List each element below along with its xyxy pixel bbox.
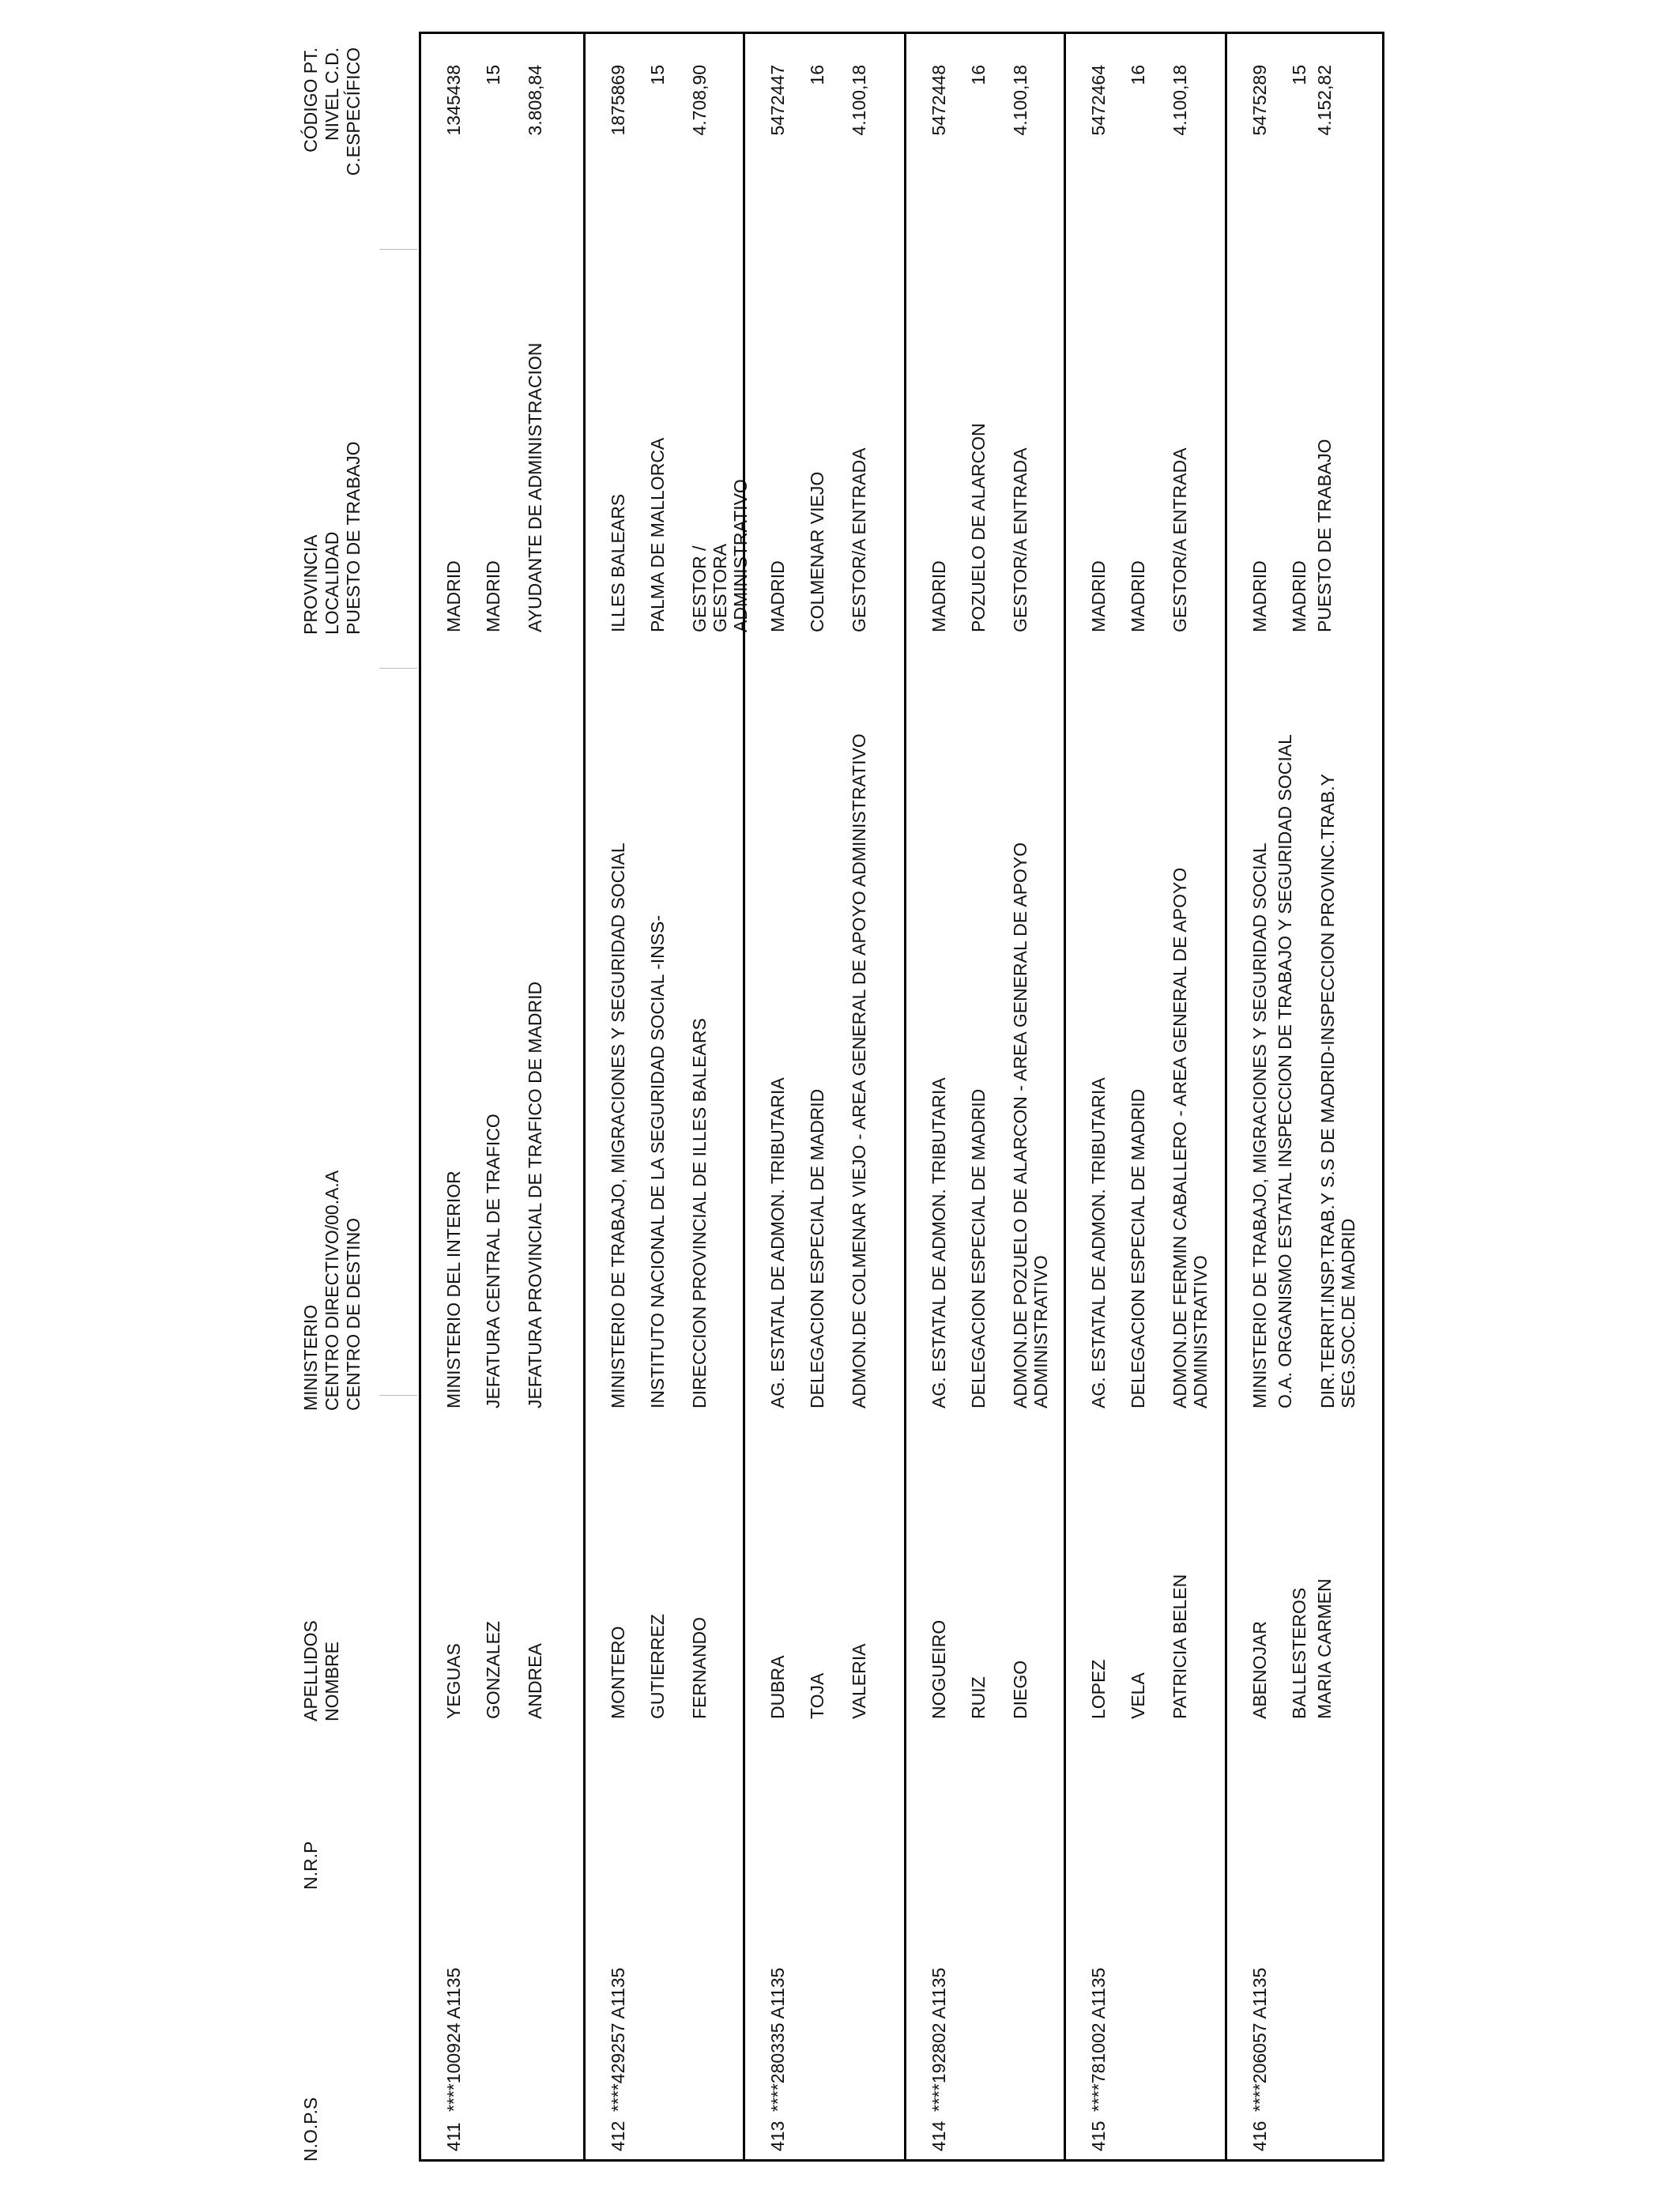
nrp-cell: ****206057 A1135: [1249, 1967, 1270, 2112]
apellido2-cell: TOJA: [807, 1672, 827, 1719]
puesto-cell: GESTOR/A ENTRADA: [1170, 447, 1190, 632]
centro-destino-cell: ADMON.DE POZUELO DE ALARCON - AREA GENERAL DE APOYO ADMINISTRATIVO: [1010, 842, 1051, 1408]
nombre-cell: VALERIA: [849, 1643, 869, 1719]
apellido1-cell: LOPEZ: [1088, 1659, 1109, 1719]
ministerio-cell: AG. ESTATAL DE ADMON. TRIBUTARIA: [767, 1077, 788, 1408]
nivel-cell: 15: [647, 65, 668, 85]
header-divider: [379, 668, 417, 669]
header-nombre: NOMBRE: [322, 1642, 342, 1721]
ministerio-cell: AG. ESTATAL DE ADMON. TRIBUTARIA: [1088, 1077, 1109, 1408]
table-row: [1064, 34, 1225, 2159]
nops-cell: 415: [1088, 2120, 1109, 2151]
nombre-cell: PATRICIA BELEN: [1170, 1574, 1190, 1719]
apellido1-cell: YEGUAS: [443, 1643, 464, 1719]
header-provincia: PROVINCIA: [300, 534, 321, 635]
localidad-cell: MADRID: [1128, 560, 1148, 632]
apellido2-cell: RUIZ: [968, 1676, 989, 1719]
header-centro-directivo: CENTRO DIRECTIVO/00.A.A: [322, 1170, 342, 1411]
centro-destino-cell: ADMON.DE FERMIN CABALLERO - AREA GENERAL DE APOYO ADMINISTRATIVO: [1170, 867, 1211, 1408]
ministerio-cell: MINISTERIO DE TRABAJO, MIGRACIONES Y SEGURIDAD SOCIAL: [608, 843, 628, 1408]
especifico-cell: 4.100,18: [1010, 65, 1030, 136]
centro-directivo-cell: INSTITUTO NACIONAL DE LA SEGURIDAD SOCIAL -INSS-: [647, 914, 668, 1408]
header-nivel: NIVEL C.D.: [322, 47, 342, 141]
nrp-cell: ****100924 A1135: [443, 1967, 464, 2112]
header-ministerio: MINISTERIO: [300, 1304, 321, 1411]
nrp-cell: ****429257 A1135: [608, 1967, 628, 2112]
table-row: [904, 34, 1064, 2159]
centro-directivo-cell: DELEGACION ESPECIAL DE MADRID: [968, 1088, 989, 1408]
header-puesto: PUESTO DE TRABAJO: [343, 441, 363, 635]
codigo-cell: 5475289: [1249, 65, 1270, 136]
localidad-cell: MADRID: [1289, 560, 1309, 632]
nombre-cell: FERNANDO: [689, 1616, 710, 1719]
nivel-cell: 16: [968, 65, 989, 85]
localidad-cell: COLMENAR VIEJO: [807, 471, 827, 632]
localidad-cell: POZUELO DE ALARCON: [968, 423, 989, 632]
apellido2-cell: BALLESTEROS: [1289, 1587, 1309, 1719]
codigo-cell: 1875869: [608, 65, 628, 136]
provincia-cell: MADRID: [443, 560, 464, 632]
especifico-cell: 4.708,90: [689, 65, 710, 136]
centro-destino-cell: DIRECCION PROVINCIAL DE ILLES BALEARS: [689, 1018, 710, 1408]
provincia-cell: MADRID: [1088, 560, 1109, 632]
puesto-cell: GESTOR/A ENTRADA: [1010, 447, 1030, 632]
puesto-cell: PUESTO DE TRABAJO: [1314, 439, 1335, 632]
provincia-cell: MADRID: [1249, 560, 1270, 632]
nops-cell: 414: [929, 2120, 949, 2151]
codigo-cell: 5472448: [929, 65, 949, 136]
centro-destino-cell: ADMON.DE COLMENAR VIEJO - AREA GENERAL DE APOYO ADMINISTRATIVO: [849, 733, 869, 1408]
nrp-cell: ****280335 A1135: [767, 1967, 788, 2112]
header-apellidos: APELLIDOS: [300, 1620, 321, 1721]
codigo-cell: 5472464: [1088, 65, 1109, 136]
nrp-cell: ****192802 A1135: [929, 1967, 949, 2112]
puesto-cell: GESTOR/A ENTRADA: [849, 447, 869, 632]
header-divider: [379, 1395, 417, 1396]
apellido1-cell: ABENOJAR: [1249, 1621, 1270, 1719]
localidad-cell: MADRID: [483, 560, 503, 632]
provincia-cell: MADRID: [767, 560, 788, 632]
table-row: [1225, 34, 1382, 2159]
especifico-cell: 3.808,84: [525, 65, 545, 136]
apellido2-cell: GONZALEZ: [483, 1621, 503, 1719]
apellido1-cell: MONTERO: [608, 1626, 628, 1719]
header-divider: [379, 249, 417, 250]
codigo-cell: 5472447: [767, 65, 788, 136]
centro-directivo-cell: DELEGACION ESPECIAL DE MADRID: [1128, 1088, 1148, 1408]
nops-cell: 416: [1249, 2120, 1270, 2151]
nivel-cell: 16: [1128, 65, 1148, 85]
table-row: [583, 34, 751, 2159]
nrp-cell: ****781002 A1135: [1088, 1967, 1109, 2112]
localidad-cell: PALMA DE MALLORCA: [647, 437, 668, 632]
especifico-cell: 4.100,18: [849, 65, 869, 136]
centro-directivo-cell: JEFATURA CENTRAL DE TRAFICO: [483, 1114, 503, 1408]
centro-destino-cell: JEFATURA PROVINCIAL DE TRAFICO DE MADRID: [525, 981, 545, 1408]
nops-cell: 412: [608, 2120, 628, 2151]
table-row: [743, 34, 904, 2159]
centro-destino-cell: DIR.TERRIT.INSP.TRAB.Y S.S DE MADRID-INSPECCION PROVINC.TRAB.Y SEG.SOC.DE MADRID: [1317, 774, 1358, 1408]
provincia-cell: MADRID: [929, 560, 949, 632]
header-nrp: N.R.P: [300, 1841, 321, 1890]
header-codigo: CÓDIGO PT.: [300, 47, 321, 153]
ministerio-cell: MINISTERIO DE TRABAJO, MIGRACIONES Y SEGURIDAD SOCIAL: [1249, 843, 1270, 1408]
apellido2-cell: GUTIERREZ: [647, 1614, 668, 1719]
centro-directivo-cell: O.A. ORGANISMO ESTATAL INSPECCION DE TRABAJO Y SEGURIDAD SOCIAL: [1275, 734, 1295, 1408]
apellido1-cell: DUBRA: [767, 1655, 788, 1719]
especifico-cell: 4.152,82: [1314, 65, 1335, 136]
apellido2-cell: VELA: [1128, 1672, 1148, 1719]
codigo-cell: 1345438: [443, 65, 464, 136]
nombre-cell: DIEGO: [1010, 1660, 1030, 1719]
nivel-cell: 15: [483, 65, 503, 85]
header-localidad: LOCALIDAD: [322, 531, 342, 635]
provincia-cell: ILLES BALEARS: [608, 493, 628, 632]
ministerio-cell: MINISTERIO DEL INTERIOR: [443, 1171, 464, 1408]
nombre-cell: ANDREA: [525, 1643, 545, 1719]
nivel-cell: 15: [1289, 65, 1309, 85]
nombre-cell: MARIA CARMEN: [1314, 1578, 1335, 1719]
header-especifico: C.ESPECÍFICO: [343, 47, 363, 176]
apellido1-cell: NOGUEIRO: [929, 1619, 949, 1719]
especifico-cell: 4.100,18: [1170, 65, 1190, 136]
header-centro-destino: CENTRO DE DESTINO: [343, 1217, 363, 1411]
table-row: [421, 34, 583, 2159]
records-table: [419, 32, 1384, 2162]
centro-directivo-cell: DELEGACION ESPECIAL DE MADRID: [807, 1088, 827, 1408]
nivel-cell: 16: [807, 65, 827, 85]
puesto-cell: GESTOR / GESTORA ADMINISTRATIVO: [689, 479, 751, 632]
ministerio-cell: AG. ESTATAL DE ADMON. TRIBUTARIA: [929, 1077, 949, 1408]
nops-cell: 411: [443, 2122, 464, 2151]
header-nops: N.O.P.S: [300, 2097, 321, 2162]
nops-cell: 413: [767, 2120, 788, 2151]
puesto-cell: AYUDANTE DE ADMINISTRACION: [525, 342, 545, 632]
